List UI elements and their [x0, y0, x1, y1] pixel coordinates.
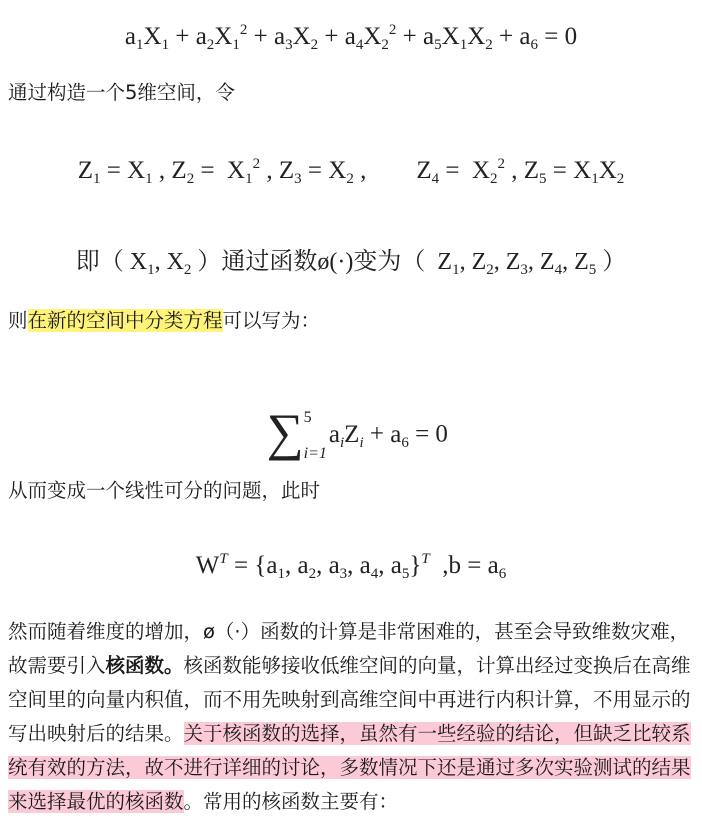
math-token: $W^T$ — [195, 551, 228, 579]
math-token: , — [284, 552, 298, 579]
subscript: 1 — [232, 37, 240, 53]
subscript: 6 — [401, 434, 409, 451]
math-token: $a_4$ — [344, 23, 364, 53]
subscript: 1 — [245, 171, 253, 187]
bold-kernel-term: 核函数。 — [105, 654, 184, 677]
math-token: = — [301, 157, 329, 184]
math-token: , — [353, 157, 417, 184]
superscript: 2 — [252, 156, 261, 172]
subscript: 4 — [355, 37, 364, 53]
subscript: 4 — [370, 566, 379, 582]
math-token: $Z_5$ — [523, 157, 547, 187]
math-token: $X_2$ — [166, 249, 192, 278]
math-token: $Z_5$ — [574, 249, 597, 278]
highlighted-text-pink: 关于核函数的选择，虽然有一些经验的结论，但缺乏比较系统有效的方法，故不进行详细的讨论，多数情况下还是通过多次实验测试的结果来选择最优的核函数 — [8, 722, 691, 813]
math-token: = { — [227, 552, 267, 579]
equation-mapping — [0, 156, 702, 188]
math-token: $X_1$ — [441, 23, 468, 53]
text-construct-space: 通过构造一个5维空间，令 — [8, 81, 235, 104]
subscript: 2 — [206, 37, 215, 53]
sum-upper: 5 — [303, 409, 312, 426]
para-text-1: 然而随着维度的增加，ø（·）函数的计算是非常困难的，甚至会导致维数灾难，故需要引入 — [8, 620, 690, 677]
subscript: 2 — [346, 171, 354, 187]
subscript: 4 — [554, 262, 563, 278]
math-token: $X_2$ — [467, 23, 493, 53]
para-text-2: 核函数能够接收低维空间的向量，计算出经过变换后在高维空间里的向量内积值，而不用先映射到高维空间中再进行内积计算，不用显示的写出映射后的结果。 — [8, 654, 691, 745]
equation-weights — [0, 551, 702, 583]
math-token: $a_1$ — [124, 23, 144, 53]
superscript: T — [421, 551, 430, 567]
math-token: = 0 — [408, 420, 448, 448]
math-token: + — [169, 23, 196, 50]
math-token: ）通过函数ø(·)变为（ — [191, 249, 438, 275]
subscript: 2 — [186, 171, 195, 187]
math-token: , — [316, 552, 329, 579]
text-post: 可以写为： — [222, 309, 321, 332]
subscript: 6 — [530, 37, 538, 53]
subscript: 2 — [485, 37, 493, 53]
subscript: 3 — [339, 566, 348, 582]
math-token: , — [527, 249, 540, 275]
math-token: , — [152, 157, 172, 184]
text-new-equation — [8, 304, 698, 338]
math-token: $Z_i$ — [344, 420, 364, 451]
subscript: 5 — [539, 171, 547, 187]
superscript: 2 — [388, 22, 397, 38]
math-token: $X_2^2$ — [471, 156, 506, 187]
subscript: 1 — [92, 171, 101, 187]
subscript: i — [359, 434, 364, 451]
sum-body — [328, 420, 448, 451]
highlighted-text: 在新的空间中分类方程 — [27, 309, 223, 332]
math-token: , — [378, 552, 391, 579]
math-token: + — [318, 23, 345, 50]
math-token: $X_2$ — [328, 157, 354, 187]
subscript: 5 — [401, 566, 410, 582]
subscript: 1 — [145, 171, 153, 187]
subscript: 1 — [591, 171, 599, 187]
math-token: = 0 — [537, 23, 578, 50]
math-token: $a_6$ — [390, 420, 409, 451]
math-token: , — [154, 249, 167, 275]
equation-transform — [0, 241, 702, 279]
subscript: 6 — [498, 566, 507, 582]
math-token: $a_3$ — [328, 552, 348, 582]
subscript: 1 — [277, 566, 285, 582]
subscript: 2 — [183, 262, 192, 278]
math-token: $X_2$ — [598, 157, 625, 187]
subscript: 1 — [459, 37, 468, 53]
math-token: + — [363, 420, 391, 448]
text-pre: 则 — [8, 309, 28, 332]
subscript: 1 — [147, 262, 155, 278]
math-token: = — [439, 157, 472, 184]
math-token: $X_1$ — [129, 249, 155, 278]
math-token: $X_1$ — [573, 157, 599, 187]
equation-original — [0, 22, 702, 54]
subscript: 3 — [520, 262, 528, 278]
subscript: 2 — [310, 37, 319, 53]
math-token: $X_1^2$ — [227, 156, 261, 187]
sigma-symbol: ∑ — [266, 404, 304, 462]
subscript: 2 — [490, 171, 498, 187]
subscript: 4 — [431, 171, 440, 187]
subscript: 3 — [294, 171, 302, 187]
math-token: $Z_4$ — [539, 249, 563, 278]
subscript: i — [339, 434, 345, 451]
sum-limits — [304, 400, 327, 472]
math-token: $X_2$ — [292, 23, 319, 53]
subscript: 5 — [434, 37, 442, 53]
math-token: $Z_2$ — [471, 249, 494, 278]
subscript: 3 — [285, 37, 293, 53]
math-token: $X_1$ — [143, 23, 170, 53]
subscript: 2 — [616, 171, 625, 187]
math-token: ） — [596, 249, 627, 275]
math-token: $Z_2$ — [171, 157, 195, 187]
equation-sum — [0, 372, 702, 472]
math-token: $a_6$ — [487, 552, 507, 582]
superscript: T — [219, 551, 228, 567]
math-token: $a_i$ — [328, 420, 345, 451]
math-token: $a_3$ — [273, 23, 293, 53]
math-token: = — [194, 157, 228, 184]
superscript: 2 — [239, 22, 248, 38]
math-token: $Z_1$ — [77, 157, 101, 187]
math-token: $a_4$ — [359, 552, 379, 582]
math-token: $X_1^2$ — [214, 22, 248, 53]
math-token: $a_2$ — [297, 552, 317, 582]
text-linear-separable: 从而变成一个线性可分的问题，此时 — [8, 479, 321, 502]
math-token: + — [247, 23, 274, 50]
math-token: + — [492, 23, 520, 50]
math-token: 即（ — [75, 249, 130, 275]
math-token: }$^T$ — [409, 551, 430, 579]
math-token: $Z_4$ — [416, 157, 440, 187]
paragraph-kernel — [8, 615, 698, 819]
subscript: 2 — [381, 37, 389, 53]
subscript: 5 — [588, 262, 597, 278]
sum-lower: i=1 — [303, 445, 327, 462]
math-token: , — [347, 552, 360, 579]
math-token: , — [459, 249, 472, 275]
math-token: = — [546, 157, 574, 184]
math-token: $a_5$ — [423, 23, 442, 53]
subscript: 1 — [452, 262, 460, 278]
subscript: 1 — [136, 37, 144, 53]
math-token: + — [396, 23, 424, 50]
superscript: 2 — [497, 156, 506, 172]
math-token: $X_2^2$ — [363, 22, 397, 53]
math-token: , — [260, 157, 279, 184]
para-text-3: 。常用的核函数主要有： — [183, 790, 399, 813]
math-token: = — [100, 157, 128, 184]
math-token: , — [505, 157, 524, 184]
math-token: , — [562, 249, 575, 275]
math-token: $a_1$ — [266, 552, 285, 582]
math-token: $Z_3$ — [278, 157, 302, 187]
math-token: $a_5$ — [390, 552, 410, 582]
math-token: ,b = — [429, 552, 488, 579]
subscript: 1 — [161, 37, 170, 53]
math-token: , — [493, 249, 506, 275]
subscript: 2 — [308, 566, 317, 582]
math-token: $Z_3$ — [505, 249, 528, 278]
math-token: $X_1$ — [127, 157, 153, 187]
math-token: $a_2$ — [195, 23, 215, 53]
math-token: $Z_1$ — [437, 249, 460, 278]
subscript: 2 — [486, 262, 494, 278]
math-token: $a_6$ — [519, 23, 538, 53]
